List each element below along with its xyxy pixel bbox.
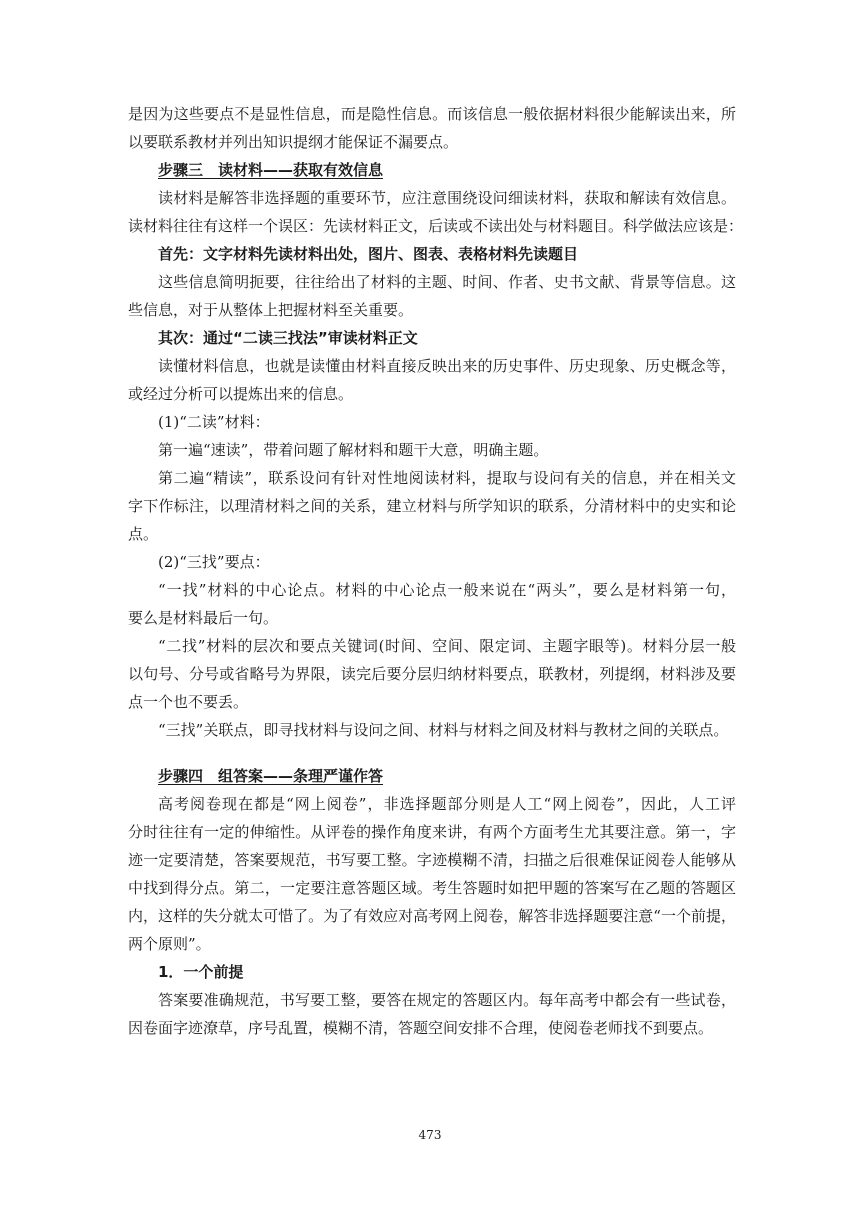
subheading-one-premise: 1．一个前提: [158, 963, 244, 981]
section-gap: [128, 744, 736, 762]
section-heading-step-four: 步骤四 组答案——条理严谨作答: [158, 767, 384, 785]
paragraph-line: 答案要准确规范，书写要工整，要答在规定的答题区内。每年高考中都会有一些试卷，: [158, 991, 736, 1009]
paragraph-line: “二找”材料的层次和要点关键词(时间、空间、限定词、主题字眼等)。材料分层一般: [158, 637, 736, 655]
paragraph-line: 迹一定要清楚，答案要规范，书写要工整。字迹模糊不清，扫描之后很难保证阅卷人能够从: [128, 851, 736, 869]
section-heading-step-three: 步骤三 读材料——获取有效信息: [158, 161, 384, 179]
paragraph-line: 点。: [128, 525, 159, 543]
subheading-first: 首先：文字材料先读材料出处，图片、图表、表格材料先读题目: [158, 245, 579, 263]
paragraph-line: 这些信息简明扼要，往往给出了材料的主题、时间、作者、史书文献、背景等信息。这: [158, 273, 736, 291]
subheading-second: 其次：通过“二读三找法”审读材料正文: [158, 329, 418, 347]
paragraph-line: 以句号、分号或省略号为界限，读完后要分层归纳材料要点，联教材，列提纲，材料涉及要: [128, 665, 736, 683]
paragraph-line: 高考阅卷现在都是“网上阅卷”，非选择题部分则是人工“网上阅卷”，因此，人工评: [158, 795, 736, 813]
paragraph-line: 读懂材料信息，也就是读懂由材料直接反映出来的历史事件、历史现象、历史概念等，: [158, 357, 736, 375]
paragraph-line: 第一遍“速读”，带着问题了解材料和题干大意，明确主题。: [158, 441, 549, 459]
paragraph-line: 内，这样的失分就太可惜了。为了有效应对高考网上阅卷，解答非选择题要注意“一个前提，: [128, 907, 736, 925]
paragraph-line: 点一个也不要丢。: [128, 693, 249, 711]
document-body: [128, 100, 744, 1042]
paragraph-line: 中找到得分点。第二，一定要注意答题区域。考生答题时如把甲题的答案写在乙题的答题区: [128, 879, 736, 897]
list-label-three-finds: (2)“三找”要点：: [158, 553, 270, 571]
paragraph-line: 或经过分析可以提炼出来的信息。: [128, 385, 354, 403]
paragraph-line: “一找”材料的中心论点。材料的中心论点一般来说在“两头”，要么是材料第一句，: [158, 581, 736, 599]
paragraph-line: 以要联系教材并列出知识提纲才能保证不漏要点。: [128, 133, 459, 151]
paragraph-line: 些信息，对于从整体上把握材料至关重要。: [128, 301, 414, 319]
paragraph-line: “三找”关联点，即寻找材料与设问之间、材料与材料之间及材料与教材之间的关联点。: [158, 721, 729, 739]
paragraph-line: 要么是材料最后一句。: [128, 609, 279, 627]
paragraph-line: 读材料是解答非选择题的重要环节，应注意围绕设问细读材料，获取和解读有效信息。: [158, 189, 736, 207]
paragraph-line: 因卷面字迹潦草，序号乱置，模糊不清，答题空间安排不合理，使阅卷老师找不到要点。: [128, 1019, 714, 1037]
paragraph-line: 读材料往往有这样一个误区：先读材料正文，后读或不读出处与材料题目。科学做法应该是：: [128, 217, 744, 235]
paragraph-line: 两个原则”。: [128, 935, 211, 953]
paragraph-line: 字下作标注，以理清材料之间的关系，建立材料与所学知识的联系，分清材料中的史实和论: [128, 497, 736, 515]
paragraph-line: 是因为这些要点不是显性信息，而是隐性信息。而该信息一般依据材料很少能解读出来，所: [128, 105, 736, 123]
paragraph-line: 第二遍“精读”，联系设问有针对性地阅读材料，提取与设问有关的信息，并在相关文: [158, 469, 736, 487]
paragraph-line: 分时往往有一定的伸缩性。从评卷的操作角度来讲，有两个方面考生尤其要注意。第一，字: [128, 823, 736, 841]
list-label-two-reads: (1)“二读”材料：: [158, 413, 270, 431]
page-number: 473: [418, 1128, 442, 1142]
